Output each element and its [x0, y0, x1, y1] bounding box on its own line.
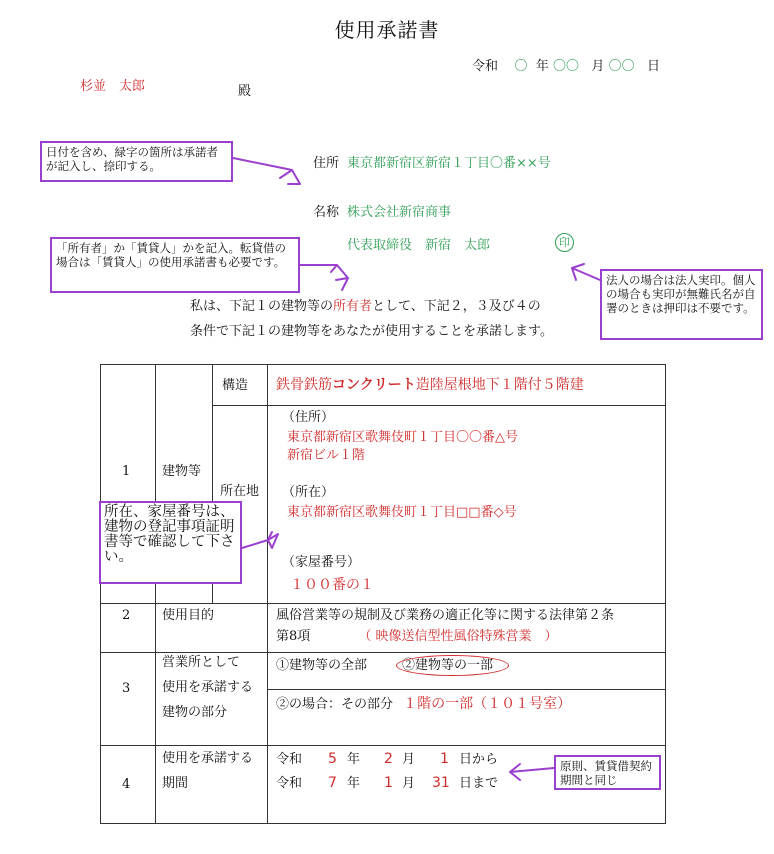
address-line2: 新宿ビル１階 [287, 448, 366, 463]
structure-post: 造陸屋根地下１階付５階建 [415, 377, 584, 393]
kaoku-value: １００番の１ [290, 577, 374, 593]
row4-label-1: 使用を承諾する [162, 751, 254, 766]
shozai-header: （所在） [282, 485, 335, 500]
structure-bold: コンクリート [332, 377, 416, 393]
arrow-icon [233, 158, 300, 184]
period-from-year: 5 [328, 751, 337, 767]
date-month: 〇〇 [552, 59, 579, 74]
period-month-label: 月 [402, 776, 416, 791]
structure-label: 構造 [222, 378, 249, 393]
callout-seal: 法人の場合は法人実印。個人の場合も実印が無難氏名が自署のときは押印は不要です。 [600, 269, 763, 340]
period-to-year: 7 [328, 775, 337, 791]
period-from-era: 令和 [276, 752, 303, 767]
shozai-value: 東京都新宿区歌舞伎町１丁目□□番◇号 [287, 505, 517, 520]
period-year-label: 年 [347, 776, 361, 791]
owner-type: 所有者 [333, 299, 373, 314]
period-to-suffix: 日まで [459, 776, 499, 791]
grantor-representative: 代表取締役 新宿 太郎 [347, 238, 491, 253]
arrow-icon [572, 264, 600, 280]
option-whole: ①建物等の全部 [276, 658, 368, 673]
row1-number: 1 [122, 464, 131, 479]
purpose-line1: 風俗営業等の規制及び業務の適正化等に関する法律第２条 [276, 608, 615, 623]
date-month-label: 月 [591, 59, 605, 74]
purpose-article: 第8項 [276, 629, 311, 644]
period-year-label: 年 [347, 752, 361, 767]
period-to-day: 31 [432, 775, 450, 791]
row2-number: 2 [122, 608, 131, 623]
part-detail-label: ②の場合：その部分 [276, 697, 394, 712]
addressee-honorific: 殿 [238, 84, 252, 99]
grantor-address: 東京都新宿区新宿１丁目〇番××号 [347, 156, 551, 171]
period-to-era: 令和 [276, 776, 303, 791]
address-line1: 東京都新宿区歌舞伎町１丁目〇〇番△号 [287, 430, 518, 445]
grantor-name-label: 名称 [313, 205, 340, 220]
statement-post: として、下記２，３及び４の [372, 299, 541, 314]
arrow-icon [300, 265, 348, 290]
period-month-label: 月 [402, 752, 416, 767]
period-from-suffix: 日から [459, 752, 499, 767]
row3-label-3: 建物の部分 [162, 705, 228, 720]
grantor-address-label: 住所 [313, 156, 340, 171]
callout-registry: 所在、家屋番号は、建物の登記事項証明書等で確認して下さい。 [99, 501, 242, 584]
seal-icon: 印 [555, 233, 574, 252]
location-label: 所在地 [220, 484, 260, 499]
callout-period: 原則、賃貸借契約期間と同じ [554, 755, 661, 790]
row1-label: 建物等 [162, 464, 202, 479]
date-era: 令和 [472, 59, 499, 74]
period-from-month: 2 [384, 751, 393, 767]
arrow-icon [510, 764, 554, 780]
period-from-day: 1 [440, 751, 449, 767]
addressee-name: 杉並 太郎 [80, 79, 146, 94]
option-part: ②建物等の一部 [402, 658, 494, 673]
row2-label: 使用目的 [162, 608, 215, 623]
date-day-label: 日 [646, 59, 660, 74]
grantor-name: 株式会社新宿商事 [347, 205, 452, 220]
date-day: 〇〇 [608, 59, 635, 74]
document-title: 使用承諾書 [334, 18, 440, 42]
row3-number: 3 [122, 681, 131, 696]
row4-number: 4 [122, 777, 131, 792]
purpose-value: （ 映像送信型性風俗特殊営業 ） [358, 629, 558, 644]
part-detail-value: １階の一部（１０１号室） [403, 696, 572, 712]
callout-green-fields: 日付を含め、緑字の箇所は承諾者が記入し、捺印する。 [40, 141, 233, 182]
row4-label-2: 期間 [162, 776, 189, 791]
statement-pre: 私は、下記１の建物等の [190, 299, 334, 314]
address-header: （住所） [282, 410, 335, 425]
date-year-label: 年 [535, 59, 549, 74]
callout-owner-type: 「所有者」か「賃貸人」かを記入。転貸借の場合は「賃貸人」の使用承諾書も必要です。 [50, 237, 300, 293]
period-to-month: 1 [384, 775, 393, 791]
date-year: 〇 [514, 59, 528, 74]
kaoku-header: （家屋番号） [282, 555, 361, 570]
arrow-icon [242, 532, 278, 548]
structure-pre: 鉄骨鉄筋 [276, 377, 332, 393]
row3-label-2: 使用を承諾する [162, 680, 254, 695]
row3-label-1: 営業所として [162, 655, 241, 670]
statement-line2: 条件で下記１の建物等をあなたが使用することを承諾します。 [190, 324, 553, 339]
